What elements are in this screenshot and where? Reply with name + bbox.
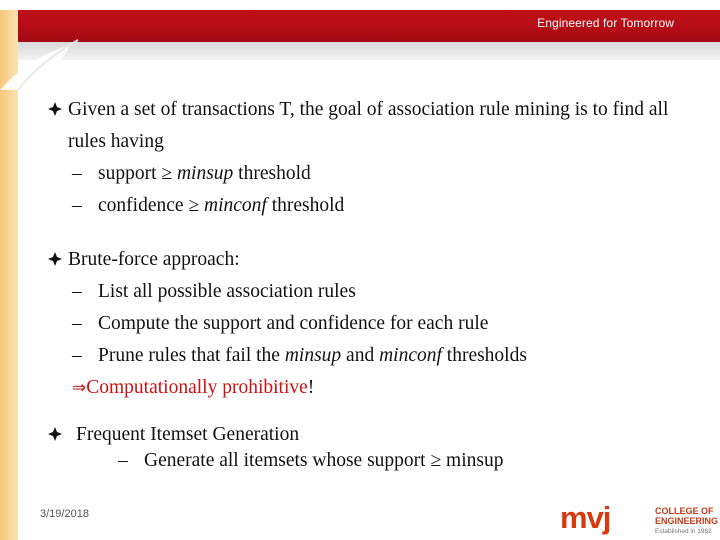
bullet-paragraph-goal [48, 94, 698, 158]
bullet-text-goal: Given a set of transactions T, the goal of association rule mining is to find all rules having [68, 99, 669, 152]
college-logo [560, 500, 719, 538]
dash-marker: – [72, 345, 82, 366]
bullet-text-brute-force: Brute-force approach: [68, 249, 240, 270]
sub-item-compute [72, 308, 698, 340]
logo-text-line2: ENGINEERING [655, 516, 719, 526]
dash-marker: – [72, 313, 82, 334]
bullet-text-frequent-itemset: Frequent Itemset Generation [76, 424, 300, 445]
sub-item-text: List all possible association rules [98, 281, 356, 302]
slide-content [48, 94, 698, 474]
sub-item-support [72, 158, 698, 190]
header-shadow [18, 42, 720, 60]
conclusion-line [72, 372, 698, 404]
header-tagline: Engineered for Tomorrow [537, 16, 674, 30]
diamond-bullet-icon [48, 422, 68, 448]
sub-item-generate-itemsets [118, 448, 698, 474]
diamond-bullet-icon [48, 244, 68, 276]
sub-item-confidence [72, 190, 698, 222]
dash-marker: – [118, 450, 128, 471]
sub-item-text: support ≥ minsup threshold [98, 163, 311, 184]
footer-date: 3/19/2018 [40, 508, 89, 520]
dash-marker: – [72, 163, 82, 184]
sub-item-text: Prune rules that fail the minsup and minconf thresholds [98, 345, 527, 366]
bullet-paragraph-frequent-itemset [48, 422, 698, 448]
conclusion-text: Computationally prohibitive [86, 377, 308, 398]
bullet-paragraph-brute-force [48, 244, 698, 276]
sub-item-prune [72, 340, 698, 372]
sub-item-list-rules [72, 276, 698, 308]
sub-item-text: Compute the support and confidence for each rule [98, 313, 489, 334]
logo-text-line1: COLLEGE OF [655, 506, 714, 516]
corner-swoosh-decoration [0, 0, 110, 90]
dash-marker: – [72, 281, 82, 302]
sub-item-text: confidence ≥ minconf threshold [98, 195, 345, 216]
dash-marker: – [72, 195, 82, 216]
diamond-bullet-icon [48, 94, 68, 126]
logo-text-line3: Established in 1982 [655, 528, 712, 535]
conclusion-bang: ! [307, 377, 315, 398]
logo-mark: mvj [560, 500, 611, 535]
implies-arrow-icon: ⇒ [72, 378, 87, 398]
sub-item-text: Generate all itemsets whose support ≥ minsup [144, 450, 504, 471]
